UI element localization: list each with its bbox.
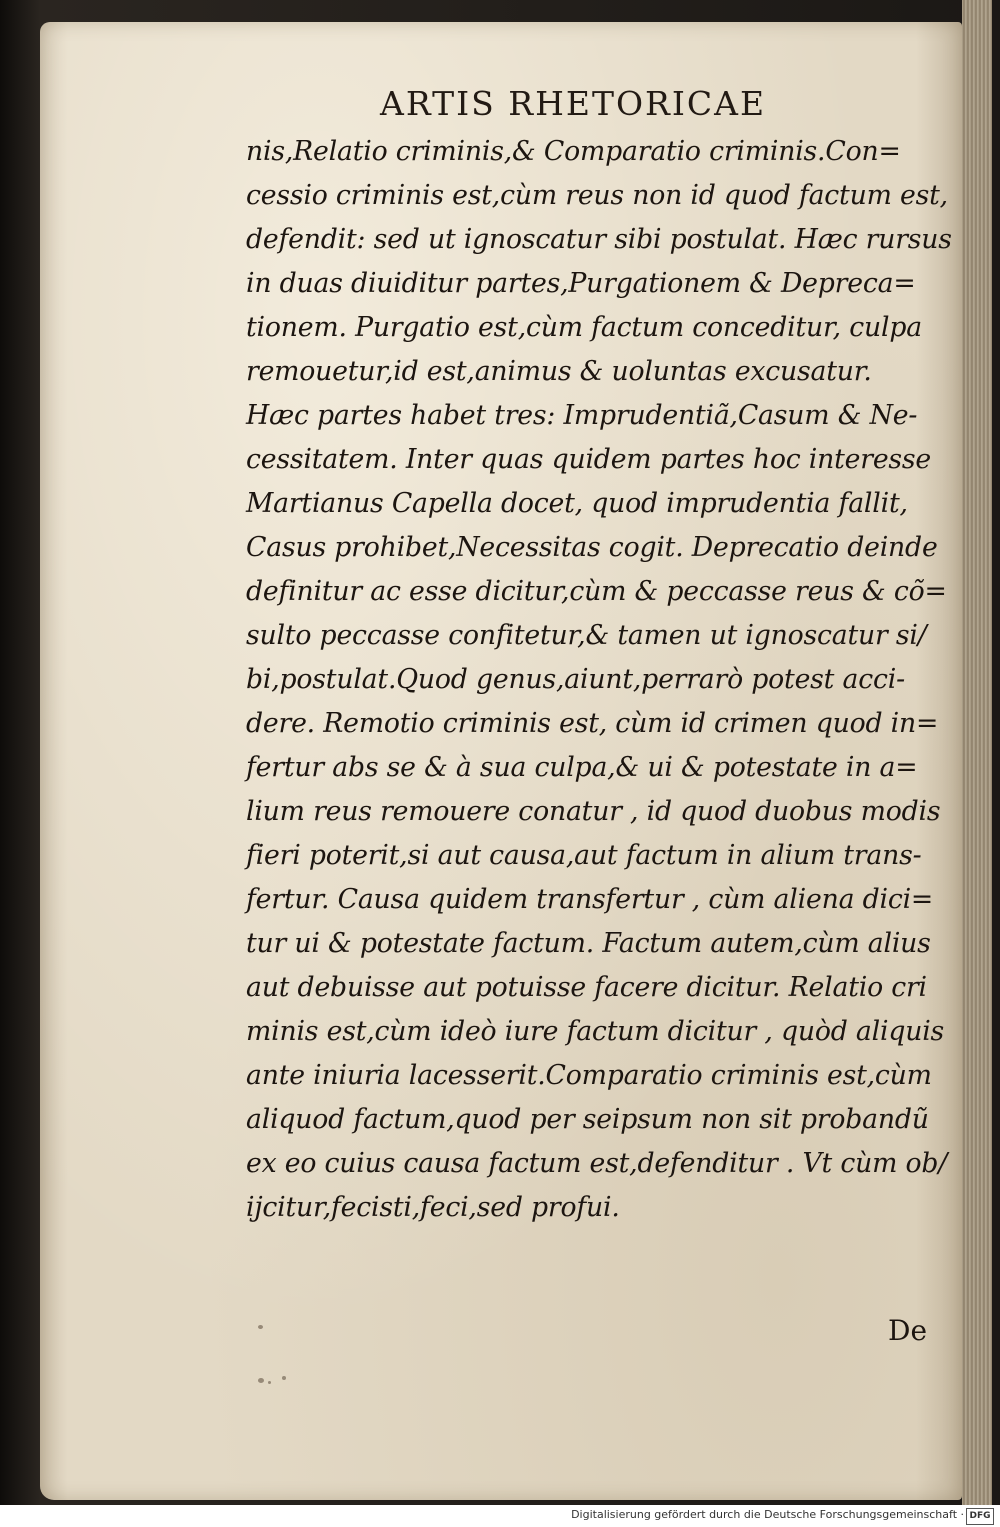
text-line: defendit: sed ut ignoscatur sibi postulat. Hæc rursus <box>246 224 952 255</box>
digitization-footer <box>0 1505 1000 1527</box>
text-line: Casus prohibet,Necessitas cogit. Deprecatio deinde <box>246 532 938 563</box>
body-text <box>246 130 966 1230</box>
text-line: fertur. Causa quidem transfertur , cùm aliena dici= <box>246 884 934 915</box>
text-line: bi,postulat.Quod genus,aiunt,perrarò potest acci- <box>246 664 905 695</box>
text-line: cessitatem. Inter quas quidem partes hoc interesse <box>246 444 932 475</box>
text-line: fieri poterit,si aut causa,aut factum in alium trans- <box>246 840 922 871</box>
text-line: in duas diuiditur partes,Purgationem & Depreca= <box>246 268 916 299</box>
text-line: nis,Relatio criminis,& Comparatio criminis.Con= <box>246 136 901 167</box>
text-line: Hæc partes habet tres: Imprudentiã,Casum & Ne- <box>246 400 918 431</box>
running-head: ARTIS RHETORICAE <box>380 84 767 123</box>
text-line: remouetur,id est,animus & uoluntas excusatur. <box>246 356 872 387</box>
footer-credit: Digitalisierung gefördert durch die Deutsche Forschungsgemeinschaft · <box>571 1508 964 1521</box>
dfg-logo-icon: DFG <box>966 1508 994 1525</box>
paper-speck <box>258 1325 263 1329</box>
paper-speck <box>268 1381 271 1384</box>
text-line: tur ui & potestate factum. Factum autem,cùm alius <box>246 928 931 959</box>
text-line: fertur abs se & à sua culpa,& ui & potestate in a= <box>246 752 918 783</box>
text-line: definitur ac esse dicitur,cùm & peccasse reus & cõ= <box>246 576 947 607</box>
text-line: Martianus Capella docet, quod imprudentia fallit, <box>246 488 908 519</box>
text-line: cessio criminis est,cùm reus non id quod factum est, <box>246 180 948 211</box>
text-line: minis est,cùm ideò iure factum dicitur , quòd aliquis <box>246 1016 945 1047</box>
text-line: sulto peccasse confitetur,& tamen ut ignoscatur si/ <box>246 620 927 651</box>
text-line: aliquod factum,quod per seipsum non sit probandũ <box>246 1104 929 1135</box>
text-line: tionem. Purgatio est,cùm factum conceditur, culpa <box>246 312 922 343</box>
text-line: aut debuisse aut potuisse facere dicitur. Relatio cri <box>246 972 927 1003</box>
text-line: ex eo cuius causa factum est,defenditur . Vt cùm ob/ <box>246 1148 948 1179</box>
catchword: De <box>888 1314 928 1347</box>
text-line: lium reus remouere conatur , id quod duobus modis <box>246 796 941 827</box>
paper-speck <box>282 1376 286 1380</box>
page-stack-edge <box>962 0 992 1505</box>
text-line: dere. Remotio criminis est, cùm id crimen quod in= <box>246 708 939 739</box>
text-line: ante iniuria lacesserit.Comparatio criminis est,cùm <box>246 1060 932 1091</box>
text-line: ijcitur,fecisti,feci,sed profui. <box>246 1192 620 1223</box>
paper-speck <box>258 1378 264 1383</box>
